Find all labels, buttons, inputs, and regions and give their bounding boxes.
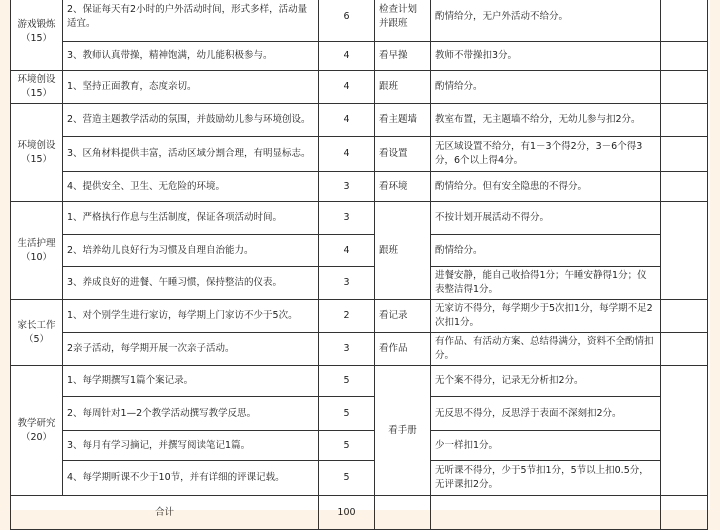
blank-cell xyxy=(661,172,708,202)
score-cell: 6 xyxy=(319,0,375,42)
criteria-cell: 无听课不得分，少于5节扣1分，5节以上扣0.5分，无评课扣2分。 xyxy=(431,461,661,496)
table-row xyxy=(11,42,708,71)
method-cell: 看手册 xyxy=(375,366,431,496)
category-cell: 环境创设 （15） xyxy=(11,104,63,202)
blank-cell xyxy=(661,300,708,333)
criteria-cell: 无个案不得分，记录无分析扣2分。 xyxy=(431,366,661,397)
table-row xyxy=(11,300,708,333)
criteria-cell: 少一样扣1分。 xyxy=(431,431,661,461)
evaluation-table xyxy=(10,0,708,530)
method-cell: 看记录 xyxy=(375,300,431,333)
method-cell: 看环境 xyxy=(375,172,431,202)
item-cell: 2亲子活动，每学期开展一次亲子活动。 xyxy=(63,333,319,366)
table-row xyxy=(11,202,708,235)
table-row xyxy=(11,267,708,300)
method-cell: 看作品 xyxy=(375,333,431,366)
item-cell: 3、每月有学习摘记，并撰写阅读笔记1篇。 xyxy=(63,431,319,461)
table-row xyxy=(11,461,708,496)
score-cell: 4 xyxy=(319,104,375,137)
table-row xyxy=(11,172,708,202)
blank-cell xyxy=(661,71,708,104)
method-cell: 跟班 xyxy=(375,202,431,300)
category-cell: 教学研究 （20） xyxy=(11,366,63,496)
table-row xyxy=(11,366,708,397)
table-row xyxy=(11,0,708,42)
item-cell: 3、养成良好的进餐、午睡习惯，保持整洁的仪表。 xyxy=(63,267,319,300)
blank-cell xyxy=(375,496,431,530)
score-cell: 5 xyxy=(319,431,375,461)
blank-cell xyxy=(661,104,708,137)
criteria-cell: 无反思不得分，反思浮于表面不深刻扣2分。 xyxy=(431,397,661,431)
table-row xyxy=(11,104,708,137)
criteria-cell: 不按计划开展活动不得分。 xyxy=(431,202,661,235)
total-score: 100 xyxy=(319,496,375,530)
score-cell: 4 xyxy=(319,137,375,172)
total-row xyxy=(11,496,708,530)
blank-cell xyxy=(661,366,708,496)
blank-cell xyxy=(661,333,708,366)
category-cell: 游戏锻炼 （15） xyxy=(11,0,63,71)
page-frame xyxy=(10,0,710,518)
blank-cell xyxy=(661,42,708,71)
category-cell: 家长工作 （5） xyxy=(11,300,63,366)
blank-cell xyxy=(431,496,661,530)
item-cell: 1、严格执行作息与生活制度，保证各项活动时间。 xyxy=(63,202,319,235)
blank-cell xyxy=(661,137,708,172)
criteria-cell: 教室布置，无主题墙不给分，无幼儿参与扣2分。 xyxy=(431,104,661,137)
score-cell: 3 xyxy=(319,172,375,202)
item-cell: 2、培养幼儿良好行为习惯及自理自治能力。 xyxy=(63,235,319,267)
item-cell: 4、提供安全、卫生、无危险的环境。 xyxy=(63,172,319,202)
method-cell: 跟班 xyxy=(375,71,431,104)
category-cell: 生活护理 （10） xyxy=(11,202,63,300)
score-cell: 3 xyxy=(319,333,375,366)
score-cell: 5 xyxy=(319,397,375,431)
table-row xyxy=(11,333,708,366)
criteria-cell: 酌情给分。 xyxy=(431,235,661,267)
score-cell: 5 xyxy=(319,366,375,397)
criteria-cell: 进餐安静，能自己收拾得1分；午睡安静得1分；仪表整洁得1分。 xyxy=(431,267,661,300)
item-cell: 1、每学期撰写1篇个案记录。 xyxy=(63,366,319,397)
item-cell: 3、区角材料提供丰富，活动区域分割合理，有明显标志。 xyxy=(63,137,319,172)
item-cell: 2、营造主题教学活动的氛围，并鼓励幼儿参与环境创设。 xyxy=(63,104,319,137)
item-cell: 1、对个别学生进行家访，每学期上门家访不少于5次。 xyxy=(63,300,319,333)
item-cell: 3、教师认真带操，精神饱满，幼儿能积极参与。 xyxy=(63,42,319,71)
method-cell: 检查计划并跟班 xyxy=(375,0,431,42)
total-label: 合计 xyxy=(11,496,319,530)
score-cell: 4 xyxy=(319,71,375,104)
criteria-cell: 教师不带操扣3分。 xyxy=(431,42,661,71)
criteria-cell: 有作品、有活动方案、总结得满分，资料不全酌情扣分。 xyxy=(431,333,661,366)
method-cell: 看主题墙 xyxy=(375,104,431,137)
score-cell: 4 xyxy=(319,42,375,71)
item-cell: 2、每周针对1—2个教学活动撰写教学反思。 xyxy=(63,397,319,431)
item-cell: 2、保证每天有2小时的户外活动时间，形式多样，活动量适宜。 xyxy=(63,0,319,42)
table-row xyxy=(11,235,708,267)
method-cell: 看设置 xyxy=(375,137,431,172)
blank-cell xyxy=(661,0,708,42)
table-row xyxy=(11,137,708,172)
blank-cell xyxy=(661,202,708,300)
item-cell: 4、每学期听课不少于10节，并有详细的评课记载。 xyxy=(63,461,319,496)
score-cell: 5 xyxy=(319,461,375,496)
item-cell: 1、坚持正面教育，态度亲切。 xyxy=(63,71,319,104)
score-cell: 3 xyxy=(319,267,375,300)
criteria-cell: 酌情给分。但有安全隐患的不得分。 xyxy=(431,172,661,202)
table-row xyxy=(11,71,708,104)
blank-cell xyxy=(661,496,708,530)
criteria-cell: 无区域设置不给分，有1－3个得2分，3－6个得3分，6个以上得4分。 xyxy=(431,137,661,172)
score-cell: 3 xyxy=(319,202,375,235)
table-row xyxy=(11,397,708,431)
criteria-cell: 酌情给分，无户外活动不给分。 xyxy=(431,0,661,42)
table-row xyxy=(11,431,708,461)
category-cell: 环境创设 （15） xyxy=(11,71,63,104)
criteria-cell: 无家访不得分，每学期少于5次扣1分，每学期不足2次扣1分。 xyxy=(431,300,661,333)
method-cell: 看早操 xyxy=(375,42,431,71)
score-cell: 2 xyxy=(319,300,375,333)
criteria-cell: 酌情给分。 xyxy=(431,71,661,104)
score-cell: 4 xyxy=(319,235,375,267)
